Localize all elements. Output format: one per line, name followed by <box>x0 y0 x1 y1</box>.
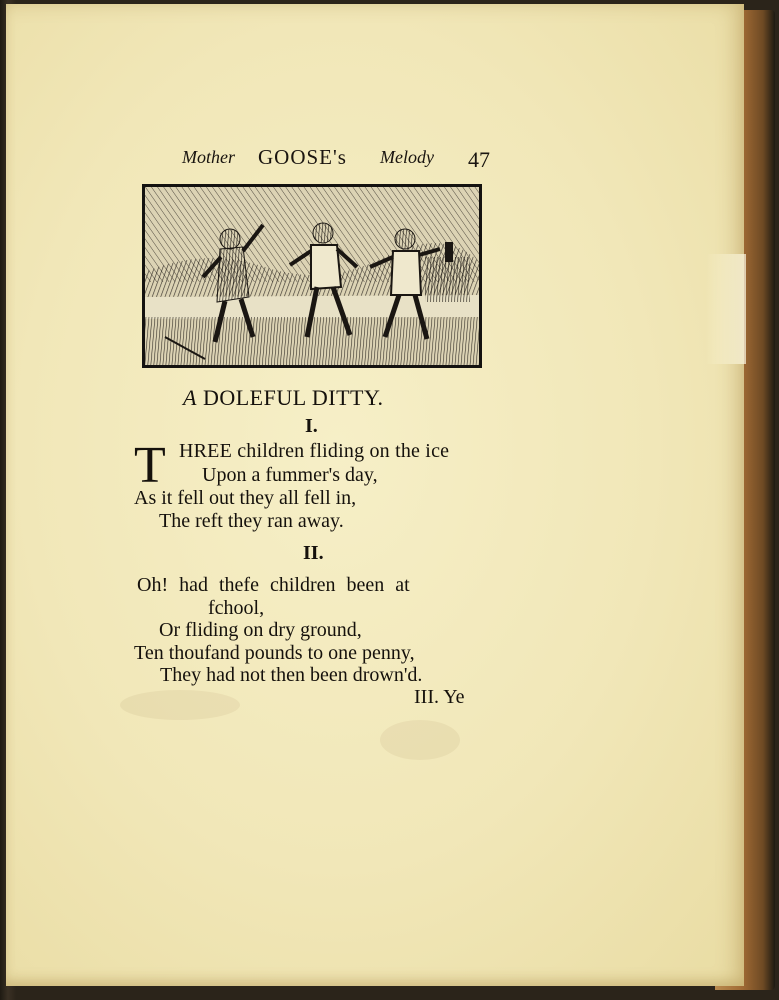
running-head-left: Mother <box>182 147 235 167</box>
catchword: III. Ye <box>414 686 465 708</box>
page-stain <box>380 720 460 760</box>
page-stain <box>120 690 240 720</box>
stanza-number: II. <box>303 542 324 564</box>
verse-line: As it fell out they all fell in, <box>134 487 357 509</box>
verse-line: They had not then been drown'd. <box>160 664 423 686</box>
page-tear <box>706 254 746 364</box>
running-head <box>182 145 497 179</box>
verse-line: Or fliding on dry ground, <box>159 619 362 641</box>
verse-line: fchool, <box>208 597 265 619</box>
verse-line: The reft they ran away. <box>159 510 344 532</box>
running-head-center: GOOSE's <box>258 145 347 169</box>
woodcut-image <box>145 187 479 365</box>
verse-line: Upon a fummer's day, <box>202 464 378 486</box>
verse-line: HREE children fliding on the ice <box>179 440 450 462</box>
title-text: DOLEFUL DITTY. <box>202 385 384 410</box>
page-number: 47 <box>468 147 490 172</box>
woodcut-illustration <box>142 184 482 368</box>
drop-cap: T <box>134 437 166 494</box>
verse-line: Ten thoufand pounds to one penny, <box>134 642 415 664</box>
running-head-right: Melody <box>380 147 434 167</box>
verse-line: Oh! had thefe children been at <box>137 574 410 596</box>
title-prefix: A <box>183 385 197 410</box>
stanza-number: I. <box>305 415 318 437</box>
poem-title <box>183 385 463 415</box>
